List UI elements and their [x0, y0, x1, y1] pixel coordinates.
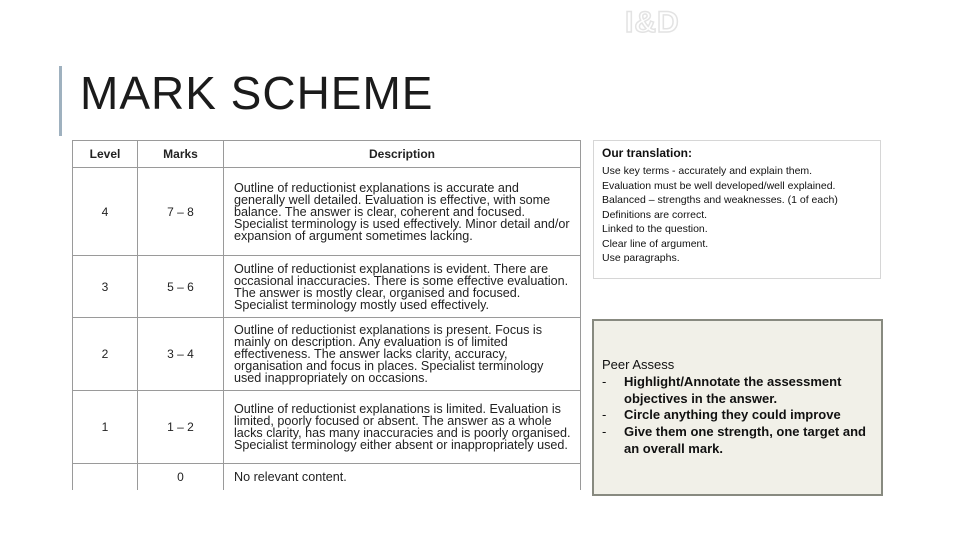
row-marks: 1 – 2 [138, 391, 224, 464]
translation-line: Balanced – strengths and weaknesses. (1 of each) [602, 194, 838, 206]
translation-line: Evaluation must be well developed/well explained. [602, 179, 836, 192]
row-description: Outline of reductionist explanations is limited. Evaluation is limited, poorly focused or absent. The answer as a whole lacks clarity, has many inaccuracies and is poorly organised. Specialist terminology either absent or inappropriately used. [224, 391, 581, 464]
row-marks: 5 – 6 [138, 256, 224, 318]
peer-assess-item: Circle anything they could improve [624, 407, 841, 423]
row-description: Outline of reductionist explanations is accurate and generally well detailed. Evaluation is effective, with some balance. The answer is clear, coherent and focused. Specialist terminology is used effectively. Minor detail and/or expansion of argument sometimes lacking. [224, 168, 581, 256]
peer-assess-item: Give them one strength, one target and an overall mark. [624, 424, 866, 456]
row-level: 2 [73, 318, 138, 391]
translation-line: Definitions are correct. [602, 208, 708, 221]
row-marks: 0 [138, 464, 224, 490]
row-description: Outline of reductionist explanations is evident. There are occasional inaccuracies. There is some effective evaluation. The answer is mostly clear, organised and focused. Specialist terminology mostly used effectively. [224, 256, 581, 318]
row-level: 1 [73, 391, 138, 464]
row-level: 4 [73, 168, 138, 256]
table-row [73, 391, 581, 464]
title-accent-bar [59, 66, 62, 136]
header-description: Description [224, 141, 581, 168]
translation-line: Use paragraphs. [602, 252, 680, 264]
row-description: Outline of reductionist explanations is present. Focus is mainly on description. Any evaluation is of limited effectiveness. The answer lacks clarity, accuracy, organisation and focus in places. Specialist terminology used inappropriately on occasions. [224, 318, 581, 391]
logo-watermark: I&D [625, 6, 680, 39]
bullet-dash: - [602, 424, 607, 440]
list-item [602, 424, 871, 458]
table-row [73, 318, 581, 391]
header-marks: Marks [138, 141, 224, 168]
peer-assess-heading: Peer Assess [602, 357, 675, 372]
bullet-dash: - [602, 407, 607, 423]
table-row [73, 464, 581, 490]
row-level: 3 [73, 256, 138, 318]
translation-line: Linked to the question. [602, 223, 708, 235]
header-level: Level [73, 141, 138, 168]
list-item [602, 374, 871, 408]
table-header-row [73, 141, 581, 168]
peer-assess-box [592, 319, 883, 496]
table-row [73, 168, 581, 256]
translation-box [593, 140, 881, 279]
translation-heading: Our translation: [602, 146, 693, 160]
mark-scheme-table [72, 140, 581, 490]
row-level [73, 464, 138, 490]
list-item [602, 407, 871, 424]
row-marks: 7 – 8 [138, 168, 224, 256]
table-row [73, 256, 581, 318]
page-title: MARK SCHEME [80, 67, 434, 119]
peer-assess-item: Highlight/Annotate the assessment objectives in the answer. [624, 373, 842, 406]
bullet-dash: - [602, 373, 607, 389]
row-marks: 3 – 4 [138, 318, 224, 391]
translation-line: Use key terms - accurately and explain them. [602, 165, 813, 177]
translation-line: Clear line of argument. [602, 237, 709, 250]
row-description: No relevant content. [224, 464, 581, 490]
